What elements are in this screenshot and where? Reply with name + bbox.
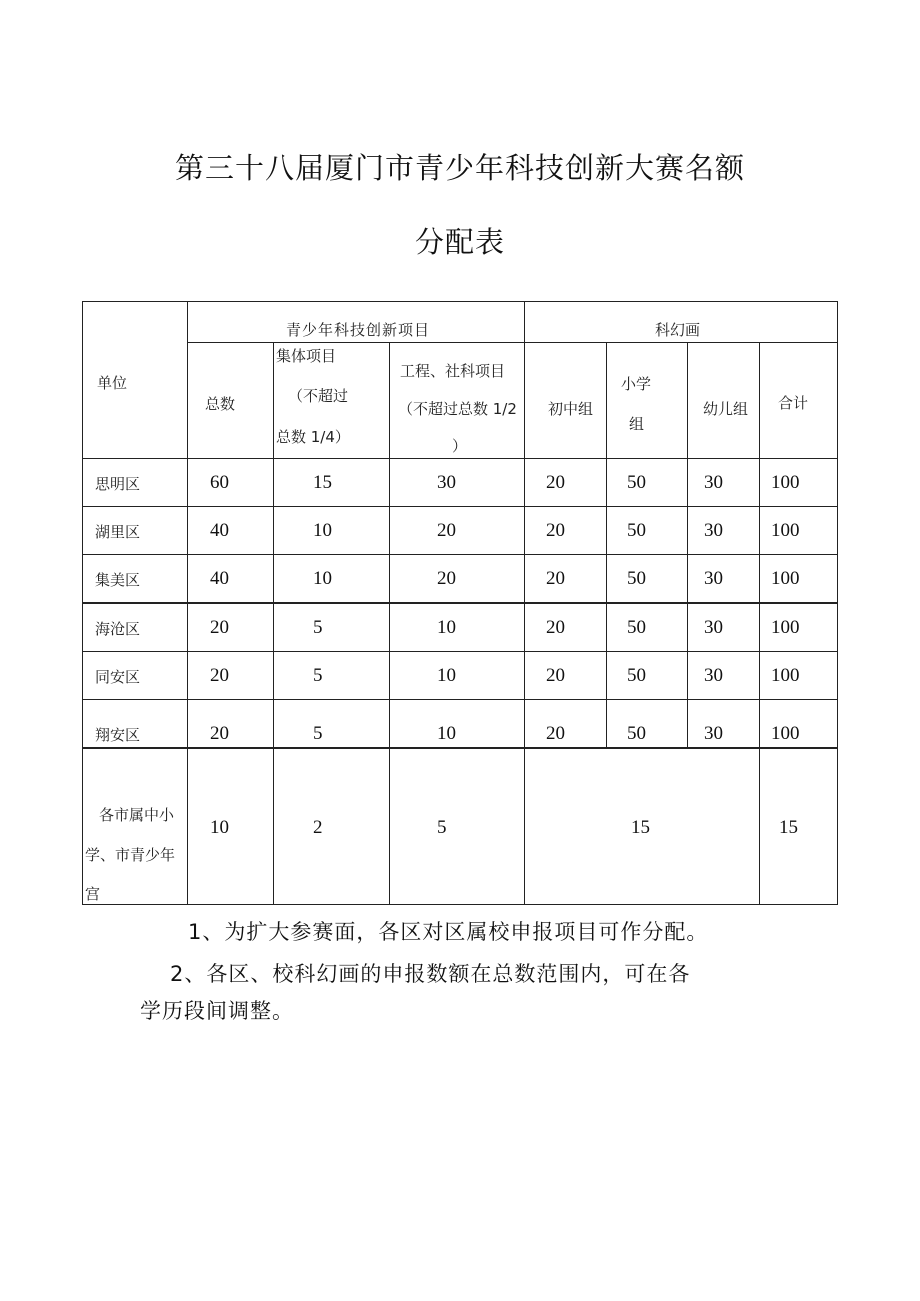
page-title-line-2: 分配表 bbox=[414, 225, 505, 259]
row-junior: 20 bbox=[546, 723, 565, 744]
row-kinder: 30 bbox=[704, 723, 723, 744]
header-total-cell bbox=[187, 342, 274, 459]
table-cell-engineering bbox=[389, 603, 525, 652]
last-row-total: 10 bbox=[210, 817, 229, 838]
table-cell-total bbox=[187, 699, 274, 748]
header-kinder-cell bbox=[687, 342, 760, 459]
row-sum: 100 bbox=[771, 520, 800, 541]
row-sum: 100 bbox=[771, 472, 800, 493]
table-cell-engineering bbox=[389, 506, 525, 555]
last-row-engineering-cell bbox=[389, 748, 525, 905]
row-engineering: 10 bbox=[437, 665, 456, 686]
row-junior: 20 bbox=[546, 520, 565, 541]
table-cell-total bbox=[187, 554, 274, 603]
note-2-continued: 学历段间调整。 bbox=[140, 999, 294, 1023]
row-kinder: 30 bbox=[704, 520, 723, 541]
note-1: 1、为扩大参赛面，各区对区属校申报项目可作分配。 bbox=[188, 920, 709, 944]
table-cell-kinder bbox=[687, 554, 760, 603]
table-cell-total bbox=[187, 458, 274, 507]
row-collective: 5 bbox=[313, 723, 323, 744]
table-cell-junior bbox=[524, 506, 607, 555]
row-primary: 50 bbox=[627, 568, 646, 589]
header-unit-cell bbox=[82, 301, 188, 459]
header-sum: 合计 bbox=[778, 394, 809, 412]
table-cell-unit bbox=[82, 651, 188, 700]
row-collective: 15 bbox=[313, 472, 332, 493]
row-junior: 20 bbox=[546, 472, 565, 493]
table-cell-kinder bbox=[687, 458, 760, 507]
row-kinder: 30 bbox=[704, 665, 723, 686]
table-cell-primary bbox=[606, 458, 688, 507]
row-primary: 50 bbox=[627, 665, 646, 686]
row-unit: 同安区 bbox=[95, 668, 141, 686]
last-row-unit-cell bbox=[82, 748, 188, 905]
table-cell-unit bbox=[82, 699, 188, 748]
row-primary: 50 bbox=[627, 723, 646, 744]
row-unit: 翔安区 bbox=[95, 726, 141, 744]
row-collective: 10 bbox=[313, 568, 332, 589]
row-kinder: 30 bbox=[704, 568, 723, 589]
table-cell-unit bbox=[82, 458, 188, 507]
row-engineering: 10 bbox=[437, 723, 456, 744]
row-junior: 20 bbox=[546, 568, 565, 589]
table-cell-engineering bbox=[389, 554, 525, 603]
last-row-sum: 15 bbox=[779, 817, 798, 838]
row-total: 60 bbox=[210, 472, 229, 493]
row-collective: 5 bbox=[313, 665, 323, 686]
row-sum: 100 bbox=[771, 665, 800, 686]
header-collective-line-3: 总数 1/4） bbox=[276, 428, 350, 446]
row-junior: 20 bbox=[546, 665, 565, 686]
header-collective-cell bbox=[273, 342, 390, 459]
last-row-unit-line-1: 各市属中小 bbox=[99, 806, 175, 824]
table-cell-engineering bbox=[389, 699, 525, 748]
header-scifi-group: 科幻画 bbox=[655, 321, 701, 339]
row-junior: 20 bbox=[546, 617, 565, 638]
row-unit: 海沧区 bbox=[95, 620, 141, 638]
last-row-scifi: 15 bbox=[631, 817, 650, 838]
header-primary-line-1: 小学 bbox=[621, 375, 652, 393]
table-cell-engineering bbox=[389, 458, 525, 507]
row-kinder: 30 bbox=[704, 472, 723, 493]
table-cell-sum bbox=[759, 506, 838, 555]
table-cell-unit bbox=[82, 603, 188, 652]
table-cell-junior bbox=[524, 651, 607, 700]
header-engineering-cell bbox=[389, 342, 525, 459]
last-row-total-cell bbox=[187, 748, 274, 905]
table-cell-junior bbox=[524, 554, 607, 603]
page-title-line-1: 第三十八届厦门市青少年科技创新大赛名额 bbox=[174, 151, 745, 185]
note-2: 2、各区、校科幻画的申报数额在总数范围内，可在各 bbox=[170, 962, 691, 986]
table-cell-total bbox=[187, 651, 274, 700]
table-cell-collective bbox=[273, 603, 390, 652]
row-sum: 100 bbox=[771, 723, 800, 744]
row-kinder: 30 bbox=[704, 617, 723, 638]
table-cell-unit bbox=[82, 554, 188, 603]
table-cell-sum bbox=[759, 699, 838, 748]
table-cell-collective bbox=[273, 554, 390, 603]
table-cell-collective bbox=[273, 651, 390, 700]
table-cell-sum bbox=[759, 651, 838, 700]
table-cell-primary bbox=[606, 554, 688, 603]
table-cell-kinder bbox=[687, 603, 760, 652]
row-total: 40 bbox=[210, 520, 229, 541]
header-total: 总数 bbox=[205, 395, 236, 413]
row-total: 20 bbox=[210, 665, 229, 686]
header-engineering-line-2: （不超过总数 1/2 bbox=[398, 400, 517, 418]
header-sum-cell bbox=[759, 342, 838, 459]
last-row-sum-cell bbox=[759, 748, 838, 905]
header-collective-line-2: （不超过 bbox=[288, 387, 349, 405]
last-row-unit-line-2: 学、市青少年 bbox=[85, 846, 176, 864]
header-youth-group: 青少年科技创新项目 bbox=[286, 321, 431, 339]
table-cell-primary bbox=[606, 699, 688, 748]
row-primary: 50 bbox=[627, 472, 646, 493]
table-cell-junior bbox=[524, 699, 607, 748]
row-unit: 湖里区 bbox=[95, 523, 141, 541]
table-cell-engineering bbox=[389, 651, 525, 700]
header-engineering-line-1: 工程、社科项目 bbox=[400, 362, 506, 380]
header-primary-line-2: 组 bbox=[629, 415, 645, 433]
header-kinder: 幼儿组 bbox=[703, 400, 749, 418]
last-row-collective: 2 bbox=[313, 817, 323, 838]
header-junior: 初中组 bbox=[548, 400, 594, 418]
table-cell-sum bbox=[759, 603, 838, 652]
table-cell-junior bbox=[524, 458, 607, 507]
header-youth-group-cell bbox=[187, 301, 525, 343]
last-row-collective-cell bbox=[273, 748, 390, 905]
last-row-unit-line-3: 宫 bbox=[85, 885, 101, 903]
table-cell-total bbox=[187, 603, 274, 652]
row-unit: 思明区 bbox=[95, 475, 141, 493]
row-engineering: 30 bbox=[437, 472, 456, 493]
table-cell-kinder bbox=[687, 506, 760, 555]
table-cell-primary bbox=[606, 651, 688, 700]
header-collective-line-1: 集体项目 bbox=[276, 347, 337, 365]
header-engineering-line-3: ） bbox=[452, 437, 468, 455]
row-primary: 50 bbox=[627, 520, 646, 541]
row-sum: 100 bbox=[771, 568, 800, 589]
header-primary-cell bbox=[606, 342, 688, 459]
table-cell-unit bbox=[82, 506, 188, 555]
last-row-engineering: 5 bbox=[437, 817, 447, 838]
table-cell-junior bbox=[524, 603, 607, 652]
row-engineering: 20 bbox=[437, 568, 456, 589]
table-cell-sum bbox=[759, 458, 838, 507]
table-cell-primary bbox=[606, 603, 688, 652]
table-cell-collective bbox=[273, 458, 390, 507]
row-engineering: 20 bbox=[437, 520, 456, 541]
row-total: 20 bbox=[210, 723, 229, 744]
row-sum: 100 bbox=[771, 617, 800, 638]
table-cell-kinder bbox=[687, 651, 760, 700]
table-cell-total bbox=[187, 506, 274, 555]
header-scifi-group-cell bbox=[524, 301, 838, 343]
row-unit: 集美区 bbox=[95, 571, 141, 589]
row-total: 20 bbox=[210, 617, 229, 638]
row-engineering: 10 bbox=[437, 617, 456, 638]
table-cell-collective bbox=[273, 699, 390, 748]
table-cell-primary bbox=[606, 506, 688, 555]
table-cell-collective bbox=[273, 506, 390, 555]
table-cell-kinder bbox=[687, 699, 760, 748]
header-unit: 单位 bbox=[97, 374, 128, 392]
row-collective: 5 bbox=[313, 617, 323, 638]
table-cell-sum bbox=[759, 554, 838, 603]
header-junior-cell bbox=[524, 342, 607, 459]
last-row-scifi-cell bbox=[524, 748, 760, 905]
row-primary: 50 bbox=[627, 617, 646, 638]
row-collective: 10 bbox=[313, 520, 332, 541]
row-total: 40 bbox=[210, 568, 229, 589]
